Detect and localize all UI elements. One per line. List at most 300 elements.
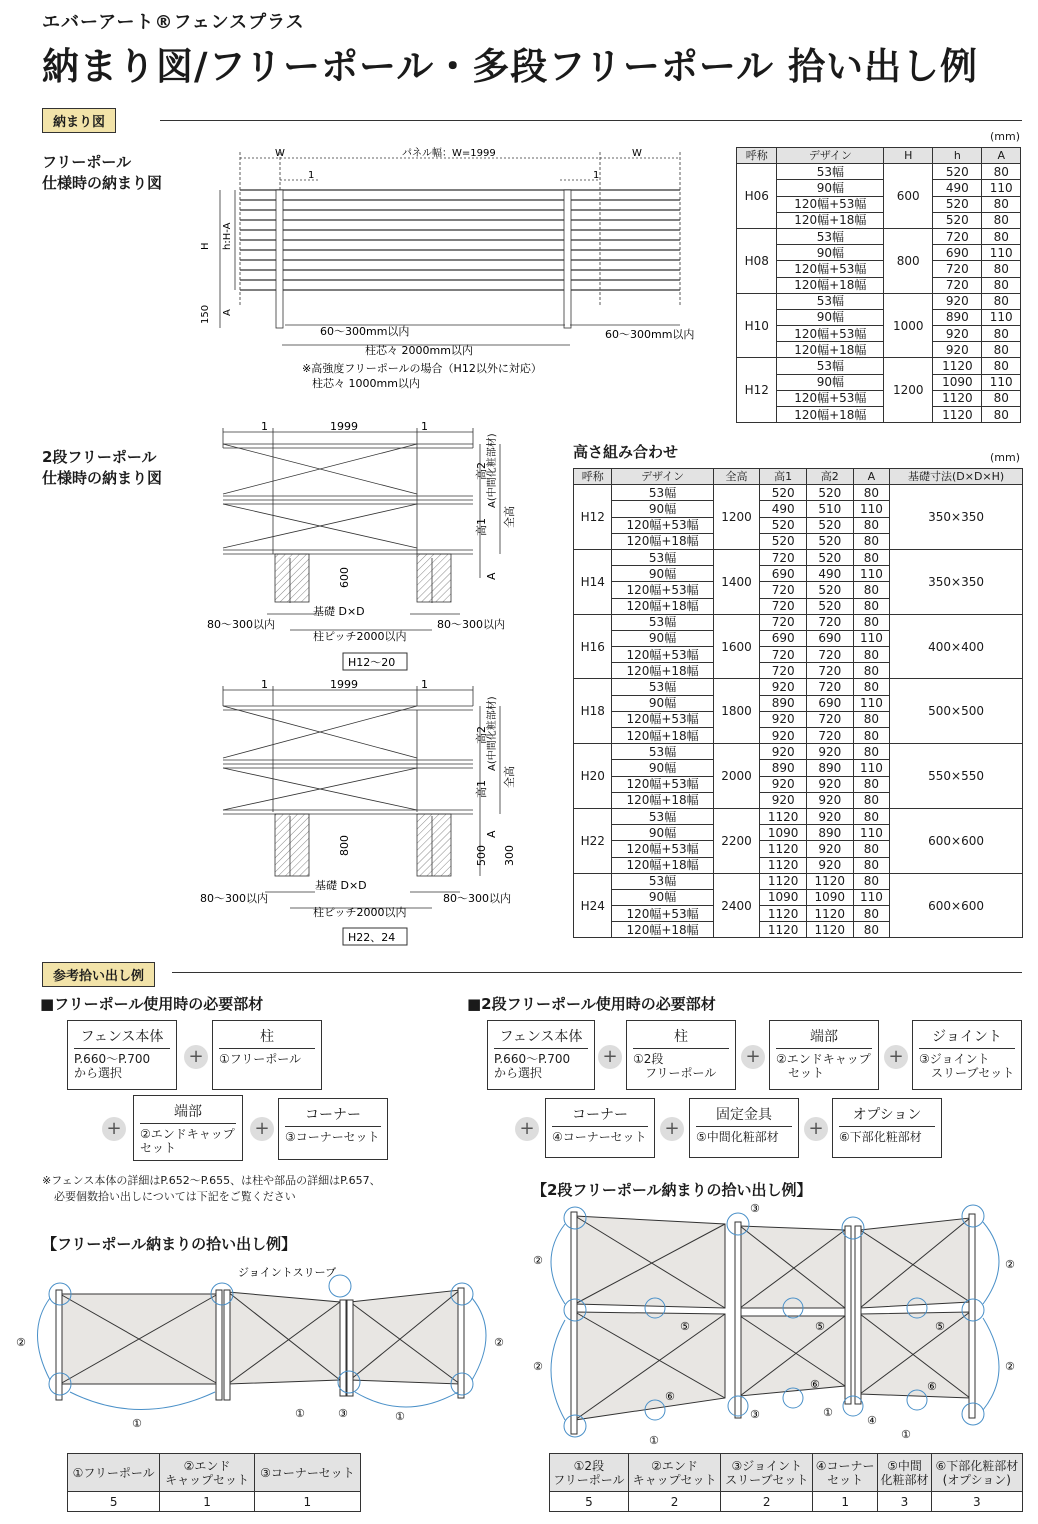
column-header: A (853, 469, 890, 485)
h-cell: 720 (933, 277, 982, 293)
design-cell: 120幅+53幅 (777, 261, 884, 277)
design-cell: 53幅 (777, 164, 884, 180)
svg-text:高2: 高2 (475, 726, 488, 744)
design-cell: 90幅 (612, 566, 713, 582)
design-cell: 120幅+18幅 (612, 663, 713, 679)
column-header: ⑤中間 化粧部材 (878, 1454, 931, 1492)
table-row (737, 358, 1021, 374)
table1-unit: (mm) (990, 130, 1021, 143)
table-row (737, 228, 1021, 244)
design-cell: 120幅+18幅 (612, 857, 713, 873)
column-header: A (982, 148, 1021, 164)
height1-cell: 720 (760, 663, 807, 679)
a-cell: 80 (853, 711, 890, 727)
height2-cell: 920 (806, 792, 853, 808)
design-cell: 53幅 (777, 293, 884, 309)
height1-cell: 920 (760, 728, 807, 744)
svg-text:⑥: ⑥ (810, 1378, 820, 1391)
a-cell: 110 (853, 825, 890, 841)
a-cell: 80 (982, 390, 1021, 406)
design-cell: 120幅+18幅 (777, 407, 884, 423)
h-cell: 890 (933, 309, 982, 325)
height1-cell: 720 (760, 549, 807, 565)
h-cell: 1120 (933, 390, 982, 406)
foundation-size-cell: 400×400 (890, 614, 1023, 679)
height2-cell: 720 (806, 728, 853, 744)
column-header: ②エンド キャップセット (160, 1454, 254, 1492)
parts-left-heading: ■フリーポール使用時の必要部材 (40, 995, 264, 1013)
design-cell: 53幅 (612, 679, 713, 695)
height1-cell: 1120 (760, 873, 807, 889)
height2-cell: 520 (806, 598, 853, 614)
total-height-cell: 2400 (713, 873, 760, 938)
section-tag-sanko: 参考拾い出し例 (42, 962, 155, 987)
design-cell: 120幅+18幅 (777, 212, 884, 228)
design-cell: 120幅+18幅 (612, 728, 713, 744)
quantity-cell: 1 (813, 1492, 878, 1512)
design-cell: 90幅 (612, 695, 713, 711)
svg-text:1999: 1999 (330, 678, 358, 691)
design-cell: 90幅 (777, 245, 884, 261)
svg-text:⑥: ⑥ (665, 1390, 675, 1403)
svg-text:60～300mm以内: 60～300mm以内 (605, 328, 695, 341)
dim-w-right: W (632, 148, 642, 159)
h-cell: 520 (933, 212, 982, 228)
svg-text:高2: 高2 (475, 462, 488, 480)
range-tag: H12～20 (348, 656, 396, 669)
parts-note-2: 必要個数拾い出しについては下記をご覧ください (54, 1190, 296, 1203)
svg-text:②: ② (16, 1336, 26, 1349)
plus-icon: + (184, 1045, 208, 1069)
h-cell: 1090 (933, 374, 982, 390)
svg-text:高1: 高1 (475, 518, 488, 536)
column-header: ⑥下部化粧部材 (オプション) (931, 1454, 1022, 1492)
height1-cell: 890 (760, 695, 807, 711)
design-cell: 90幅 (612, 630, 713, 646)
a-cell: 80 (982, 277, 1021, 293)
part-box-bracket: 固定金具 ⑤中間化粧部材 (689, 1098, 799, 1158)
table-row (737, 293, 1021, 309)
table-row (574, 873, 1023, 889)
part-box-pole-2: 柱 ①2段 フリーポール (626, 1020, 736, 1090)
foundation-size-cell: 350×350 (890, 549, 1023, 614)
svg-text:A: A (222, 309, 233, 316)
a-cell: 80 (853, 922, 890, 938)
svg-text:柱芯々 1000mm以内: 柱芯々 1000mm以内 (312, 377, 420, 390)
height2-cell: 1120 (806, 873, 853, 889)
design-cell: 120幅+53幅 (612, 517, 713, 533)
height1-cell: 1120 (760, 841, 807, 857)
height1-cell: 920 (760, 711, 807, 727)
foundation-size-cell: 550×550 (890, 744, 1023, 809)
height1-cell: 690 (760, 566, 807, 582)
svg-text:②: ② (1005, 1360, 1015, 1373)
height1-cell: 1120 (760, 808, 807, 824)
table-row (574, 485, 1023, 501)
design-cell: 120幅+53幅 (612, 841, 713, 857)
a-cell: 110 (853, 630, 890, 646)
height1-cell: 1090 (760, 889, 807, 905)
svg-text:A(中間化粧部材): A(中間化粧部材) (487, 696, 498, 771)
height2-cell: 890 (806, 825, 853, 841)
total-height-cell: 1800 (713, 679, 760, 744)
svg-text:A(中間化粧部材): A(中間化粧部材) (487, 433, 498, 508)
svg-text:⑥: ⑥ (927, 1380, 937, 1393)
svg-text:①: ① (901, 1428, 911, 1441)
design-cell: 53幅 (777, 358, 884, 374)
height2-cell: 720 (806, 614, 853, 630)
two-tier-quantity-table (549, 1453, 1023, 1512)
total-height-cell: 1600 (713, 614, 760, 679)
design-cell: 120幅+18幅 (612, 922, 713, 938)
height2-cell: 720 (806, 647, 853, 663)
a-cell: 80 (982, 164, 1021, 180)
quantity-cell: 3 (931, 1492, 1022, 1512)
row-name-cell: H06 (737, 164, 777, 229)
design-cell: 53幅 (777, 228, 884, 244)
height-cell: 800 (884, 228, 933, 293)
height1-cell: 920 (760, 679, 807, 695)
quantity-cell: 5 (550, 1492, 629, 1512)
a-cell: 110 (982, 374, 1021, 390)
svg-text:②: ② (1005, 1258, 1015, 1271)
design-cell: 90幅 (612, 760, 713, 776)
svg-text:A: A (485, 830, 498, 838)
quantity-cell: 1 (160, 1492, 254, 1512)
height1-cell: 1090 (760, 825, 807, 841)
a-cell: 80 (853, 857, 890, 873)
a-cell: 110 (982, 309, 1021, 325)
a-cell: 110 (982, 180, 1021, 196)
svg-text:※高強度フリーポールの場合（H12以外に対応）: ※高強度フリーポールの場合（H12以外に対応） (302, 362, 542, 375)
a-cell: 80 (853, 549, 890, 565)
height2-cell: 720 (806, 711, 853, 727)
height2-cell: 520 (806, 582, 853, 598)
height-cell: 1200 (884, 358, 933, 423)
row-name-cell: H10 (737, 293, 777, 358)
svg-text:柱ピッチ2000以内: 柱ピッチ2000以内 (313, 630, 407, 643)
svg-text:60～300mm以内: 60～300mm以内 (320, 325, 410, 338)
quantity-cell: 3 (878, 1492, 931, 1512)
part-box-corner-2: コーナー ④コーナーセット (545, 1098, 655, 1158)
design-cell: 53幅 (612, 808, 713, 824)
a-cell: 80 (853, 792, 890, 808)
a-cell: 80 (853, 517, 890, 533)
h-cell: 1120 (933, 358, 982, 374)
free-pole-diagram (190, 140, 710, 395)
a-cell: 80 (853, 485, 890, 501)
svg-text:高1: 高1 (475, 780, 488, 798)
series-name: エバーアート®フェンスプラス (42, 12, 305, 33)
a-cell: 110 (982, 245, 1021, 261)
svg-text:ジョイントスリーブ: ジョイントスリーブ (238, 1266, 337, 1279)
design-cell: 120幅+53幅 (612, 906, 713, 922)
height2-cell: 920 (806, 744, 853, 760)
column-header: ①2段 フリーポール (550, 1454, 629, 1492)
design-cell: 120幅+53幅 (612, 776, 713, 792)
column-header: デザイン (777, 148, 884, 164)
column-header: 呼称 (574, 469, 612, 485)
row-name-cell: H08 (737, 228, 777, 293)
height1-cell: 920 (760, 776, 807, 792)
table-row (737, 196, 1021, 212)
height2-cell: 1090 (806, 889, 853, 905)
height1-cell: 890 (760, 760, 807, 776)
svg-text:1: 1 (421, 420, 428, 433)
a-cell: 80 (853, 906, 890, 922)
h-cell: 1120 (933, 407, 982, 423)
table-row (737, 164, 1021, 180)
row-name-cell: H14 (574, 549, 612, 614)
row-name-cell: H16 (574, 614, 612, 679)
height2-cell: 690 (806, 630, 853, 646)
design-cell: 120幅+53幅 (777, 196, 884, 212)
total-height-cell: 1200 (713, 485, 760, 550)
svg-text:600: 600 (338, 567, 351, 588)
height2-cell: 920 (806, 776, 853, 792)
design-cell: 120幅+18幅 (612, 598, 713, 614)
a-cell: 80 (853, 679, 890, 695)
table-row (737, 309, 1021, 325)
column-header: ②エンド キャップセット (628, 1454, 721, 1492)
design-cell: 90幅 (612, 825, 713, 841)
free-pole-layout-example (10, 1262, 515, 1442)
svg-text:②: ② (533, 1360, 543, 1373)
a-cell: 80 (853, 598, 890, 614)
svg-text:全高: 全高 (503, 506, 516, 528)
row-name-cell: H20 (574, 744, 612, 809)
svg-text:80～300以内: 80～300以内 (200, 892, 268, 905)
a-cell: 80 (853, 582, 890, 598)
design-cell: 53幅 (612, 873, 713, 889)
diagram2-label: 2段フリーポール 仕様時の納まり図 (42, 448, 163, 487)
svg-text:500: 500 (475, 845, 488, 866)
column-header: h (933, 148, 982, 164)
height2-cell: 920 (806, 857, 853, 873)
design-cell: 90幅 (777, 374, 884, 390)
table-row (550, 1492, 1023, 1512)
table-header-row (574, 469, 1023, 485)
h-cell: 920 (933, 293, 982, 309)
height1-cell: 1120 (760, 857, 807, 873)
svg-text:柱芯々 2000mm以内: 柱芯々 2000mm以内 (365, 344, 473, 357)
a-cell: 80 (982, 407, 1021, 423)
table-row (737, 374, 1021, 390)
height2-cell: 520 (806, 485, 853, 501)
plus-icon: + (250, 1117, 274, 1141)
svg-text:80～300以内: 80～300以内 (207, 618, 275, 631)
a-cell: 80 (853, 647, 890, 663)
svg-text:80～300以内: 80～300以内 (443, 892, 511, 905)
svg-text:基礎 D×D: 基礎 D×D (313, 605, 365, 618)
column-header: 全高 (713, 469, 760, 485)
page-title: 納まり図/フリーポール・多段フリーポール 拾い出し例 (42, 45, 978, 88)
svg-text:150: 150 (200, 304, 211, 324)
section-tag-osamari: 納まり図 (42, 108, 116, 133)
height1-cell: 490 (760, 501, 807, 517)
svg-text:⑤: ⑤ (935, 1320, 945, 1333)
design-cell: 120幅+53幅 (777, 326, 884, 342)
a-cell: 80 (982, 342, 1021, 358)
height2-cell: 890 (806, 760, 853, 776)
column-header: ④コーナー セット (813, 1454, 878, 1492)
total-height-cell: 2200 (713, 808, 760, 873)
height2-cell: 520 (806, 533, 853, 549)
svg-text:1: 1 (261, 420, 268, 433)
range-tag: H22、24 (348, 931, 396, 944)
design-cell: 90幅 (777, 309, 884, 325)
table2-unit: (mm) (990, 451, 1021, 464)
a-cell: 80 (982, 261, 1021, 277)
a-cell: 80 (853, 808, 890, 824)
design-cell: 120幅+18幅 (777, 277, 884, 293)
column-header: 基礎寸法(D×D×H) (890, 469, 1023, 485)
example-left-heading: 【フリーポール納まりの拾い出し例】 (42, 1235, 297, 1253)
dim-panel-width: パネル幅：W=1999 (402, 148, 496, 159)
table-row (574, 679, 1023, 695)
height-cell: 1000 (884, 293, 933, 358)
height1-cell: 1120 (760, 922, 807, 938)
two-tier-diagram-h12-20 (195, 418, 530, 673)
height2-cell: 520 (806, 549, 853, 565)
height1-cell: 520 (760, 485, 807, 501)
table-row (737, 212, 1021, 228)
svg-text:1: 1 (308, 170, 315, 181)
h-cell: 690 (933, 245, 982, 261)
height1-cell: 720 (760, 598, 807, 614)
height1-cell: 720 (760, 647, 807, 663)
table-row (737, 326, 1021, 342)
a-cell: 80 (853, 841, 890, 857)
height1-cell: 920 (760, 744, 807, 760)
two-tier-layout-example (525, 1200, 1025, 1450)
table-row (574, 549, 1023, 565)
design-cell: 90幅 (777, 180, 884, 196)
h-cell: 520 (933, 164, 982, 180)
a-cell: 80 (982, 358, 1021, 374)
two-tier-diagram-h22-24 (195, 676, 530, 948)
svg-text:①: ① (823, 1406, 833, 1419)
svg-text:③: ③ (338, 1407, 348, 1420)
table-header-row (68, 1454, 361, 1492)
svg-text:300: 300 (503, 845, 516, 866)
table-header-row (550, 1454, 1023, 1492)
a-cell: 110 (853, 889, 890, 905)
row-name-cell: H18 (574, 679, 612, 744)
a-cell: 80 (853, 873, 890, 889)
a-cell: 80 (982, 293, 1021, 309)
svg-text:①: ① (132, 1417, 142, 1430)
part-box-pole: 柱 ①フリーポール (212, 1020, 322, 1090)
height2-cell: 1120 (806, 906, 853, 922)
plus-icon: + (884, 1045, 908, 1069)
height-cell: 600 (884, 164, 933, 229)
table-row (68, 1492, 361, 1512)
a-cell: 110 (853, 501, 890, 517)
design-cell: 90幅 (612, 501, 713, 517)
row-name-cell: H12 (737, 358, 777, 423)
svg-text:③: ③ (750, 1202, 760, 1215)
plus-icon: + (660, 1117, 684, 1141)
a-cell: 80 (853, 744, 890, 760)
foundation-size-cell: 350×350 (890, 485, 1023, 550)
part-box-fence-body: フェンス本体 P.660～P.700 から選択 (67, 1020, 177, 1090)
svg-text:⑤: ⑤ (680, 1320, 690, 1333)
height2-cell: 720 (806, 679, 853, 695)
svg-text:③: ③ (750, 1408, 760, 1421)
height2-cell: 720 (806, 663, 853, 679)
design-cell: 53幅 (612, 485, 713, 501)
part-box-option: オプション ⑥下部化粧部材 (832, 1098, 942, 1158)
section-divider (160, 120, 1022, 121)
column-header: デザイン (612, 469, 713, 485)
foundation-size-cell: 500×500 (890, 679, 1023, 744)
table-header-row (737, 148, 1021, 164)
h-cell: 720 (933, 228, 982, 244)
plus-icon: + (804, 1117, 828, 1141)
svg-text:①: ① (395, 1410, 405, 1423)
h-cell: 520 (933, 196, 982, 212)
total-height-cell: 2000 (713, 744, 760, 809)
height1-cell: 520 (760, 533, 807, 549)
svg-text:②: ② (533, 1254, 543, 1267)
table-row (737, 245, 1021, 261)
design-cell: 53幅 (612, 549, 713, 565)
plus-icon: + (598, 1045, 622, 1069)
design-cell: 120幅+53幅 (612, 582, 713, 598)
height1-cell: 720 (760, 582, 807, 598)
svg-text:④: ④ (867, 1414, 877, 1427)
svg-text:⑤: ⑤ (815, 1320, 825, 1333)
free-pole-spec-table (736, 147, 1021, 423)
section-divider (172, 972, 1022, 973)
column-header: ①フリーポール (68, 1454, 160, 1492)
table-row (574, 808, 1023, 824)
free-pole-quantity-table (67, 1453, 361, 1512)
height2-cell: 920 (806, 808, 853, 824)
design-cell: 53幅 (612, 614, 713, 630)
a-cell: 80 (853, 533, 890, 549)
foundation-size-cell: 600×600 (890, 873, 1023, 938)
table-row (737, 180, 1021, 196)
table-row (737, 261, 1021, 277)
a-cell: 80 (853, 728, 890, 744)
quantity-cell: 5 (68, 1492, 160, 1512)
height-combination-table (573, 468, 1023, 938)
svg-text:①: ① (649, 1434, 659, 1447)
svg-text:1: 1 (593, 170, 600, 181)
design-cell: 120幅+18幅 (777, 342, 884, 358)
svg-text:①: ① (295, 1407, 305, 1420)
plus-icon: + (741, 1045, 765, 1069)
design-cell: 120幅+18幅 (612, 533, 713, 549)
column-header: 高2 (806, 469, 853, 485)
a-cell: 110 (853, 695, 890, 711)
column-header: 呼称 (737, 148, 777, 164)
quantity-cell: 2 (628, 1492, 721, 1512)
total-height-cell: 1400 (713, 549, 760, 614)
h-cell: 720 (933, 261, 982, 277)
height2-cell: 520 (806, 517, 853, 533)
foundation-size-cell: 600×600 (890, 808, 1023, 873)
quantity-cell: 2 (721, 1492, 813, 1512)
height1-cell: 520 (760, 517, 807, 533)
dim-w-left: W (275, 148, 285, 159)
column-header: ③コーナーセット (254, 1454, 360, 1492)
diagram1-label: フリーポール 仕様時の納まり図 (42, 153, 163, 192)
parts-right-heading: ■2段フリーポール使用時の必要部材 (467, 995, 716, 1013)
h-cell: 490 (933, 180, 982, 196)
